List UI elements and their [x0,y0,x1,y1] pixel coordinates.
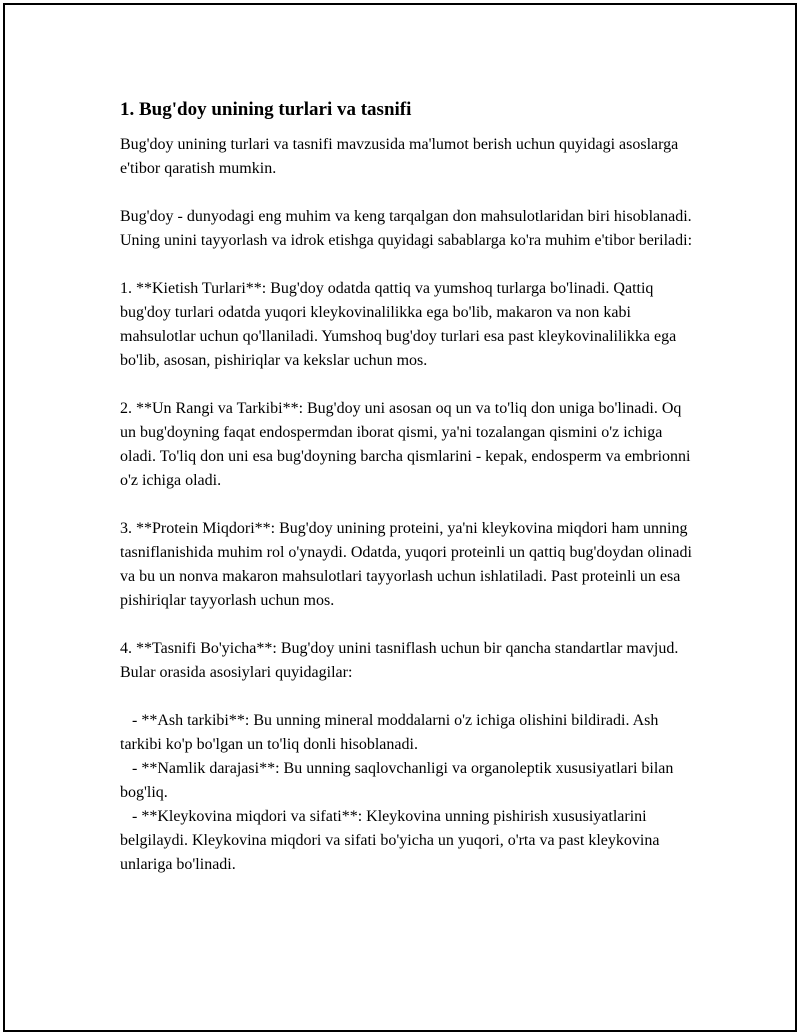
point-1-paragraph: 1. **Kietish Turlari**: Bug'doy odatda qattiq va yumshoq turlarga bo'linadi. Qattiq bug'doy turlari odatda yuqori kleykovinalilikka ega bo'lib, makaron va non kabi mahsulotlar uchun qo'llaniladi. Yumshoq bug'doy turlari esa past kleykovinalilikka ega bo'lib, asosan, pishiriqlar va kekslar uchun mos. [120,280,681,369]
document-heading: 1. Bug'doy unining turlari va tasnifi [120,99,412,120]
sub-item-gluten: - **Kleykovina miqdori va sifati**: Kleykovina unning pishirish xususiyatlarini belgilaydi. Kleykovina miqdori va sifati bo'yicha un yuqori, o'rta va past kleykovina unlariga bo'linadi. [120,808,664,873]
page-frame [3,3,797,1032]
context-paragraph: Bug'doy - dunyodagi eng muhim va keng tarqalgan don mahsulotlaridan biri hisoblanadi. Uning unini tayyorlash va idrok etishga quyidagi sabablarga ko'ra muhim e'tibor beriladi: [120,208,696,249]
sub-item-moisture: - **Namlik darajasi**: Bu unning saqlovchanligi va organoleptik xususiyatlari bilan bog'liq. [120,760,678,801]
point-2-paragraph: 2. **Un Rangi va Tarkibi**: Bug'doy uni asosan oq un va to'liq don uniga bo'linadi. Oq un bug'doyning faqat endospermdan iborat qismi, ya'ni tozalangan qismini o'z ichiga oladi. To'liq don uni esa bug'doyning barcha qismlarini - kepak, endosperm va embrionni o'z ichiga oladi. [120,400,695,489]
point-3-paragraph: 3. **Protein Miqdori**: Bug'doy unining proteini, ya'ni kleykovina miqdori ham unning tasniflanishida muhim rol o'ynaydi. Odatda, yuqori proteinli un qattiq bug'doydan olinadi va bu un nonva makaron mahsulotlari tayyorlash uchun ishlatiladi. Past proteinli un esa pishiriqlar tayyorlash uchun mos. [120,520,696,609]
document-body [120,97,700,877]
sub-list [120,709,700,877]
sub-item-ash: - **Ash tarkibi**: Bu unning mineral moddalarni o'z ichiga olishini bildiradi. Ash tarkibi ko'p bo'lgan un to'liq donli hisoblanadi. [120,712,663,753]
intro-paragraph: Bug'doy unining turlari va tasnifi mavzusida ma'lumot berish uchun quyidagi asoslarga e'tibor qaratish mumkin. [120,136,683,177]
point-4-paragraph: 4. **Tasnifi Bo'yicha**: Bug'doy unini tasniflash uchun bir qancha standartlar mavjud. Bular orasida asosiylari quyidagilar: [120,640,683,681]
